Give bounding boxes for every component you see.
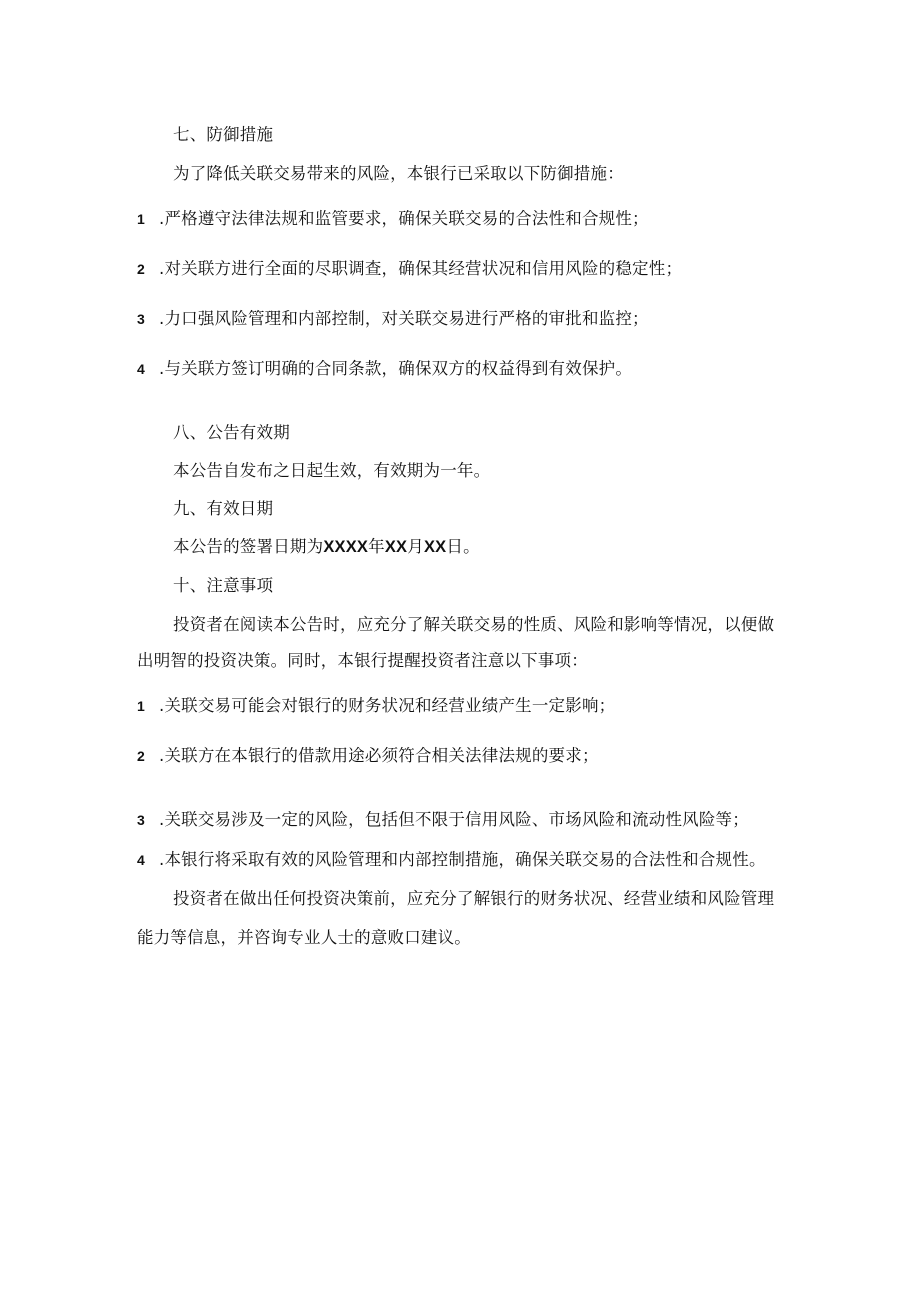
list-item-text: .对关联方进行全面的尽职调查，确保其经营状况和信用风险的稳定性；	[159, 259, 683, 278]
section-7-heading: 七、防御措施	[173, 125, 274, 144]
list-item-number: 2	[137, 748, 145, 764]
list-item-text: .关联方在本银行的借款用途必须符合相关法律法规的要求；	[159, 746, 599, 765]
list-item	[137, 694, 615, 718]
section-9-heading: 九、有效日期	[173, 499, 274, 518]
list-item-number: 3	[137, 311, 145, 327]
year-unit: 年	[368, 537, 385, 556]
list-item	[137, 357, 632, 381]
list-item-number: 4	[137, 361, 145, 377]
list-item-number: 1	[137, 698, 145, 714]
signing-day: XX	[423, 538, 447, 556]
list-item	[137, 307, 649, 331]
list-item-number: 2	[137, 261, 145, 277]
section-10-heading: 十、注意事项	[173, 576, 274, 595]
signing-month: XX	[384, 538, 408, 556]
list-item-text: .力口强风险管理和内部控制，对关联交易进行严格的审批和监控；	[159, 309, 649, 328]
month-unit: 月	[407, 537, 424, 556]
list-item-text: .关联交易涉及一定的风险，包括但不限于信用风险、市场风险和流动性风险等；	[159, 810, 749, 829]
closing-line-1: 投资者在做出任何投资决策前，应充分了解银行的财务状况、经营业绩和风险管理	[173, 889, 775, 908]
list-item-number: 3	[137, 812, 145, 828]
signing-year: XXXX	[323, 538, 369, 556]
signing-date-prefix: 本公告的签署日期为	[173, 537, 324, 556]
section-10-intro-line-1: 投资者在阅读本公告时，应充分了解关联交易的性质、风险和影响等情况，以便做	[173, 615, 775, 634]
closing-line-2: 能力等信息，并咨询专业人士的意败口建议。	[137, 928, 471, 947]
list-item-text: .本银行将采取有效的风险管理和内部控制措施，确保关联交易的合法性和合规性。	[159, 850, 766, 869]
list-item	[137, 257, 682, 281]
list-item	[137, 808, 749, 832]
section-8-heading: 八、公告有效期	[173, 423, 290, 442]
section-9-body	[173, 535, 480, 559]
section-7-intro: 为了降低关联交易带来的风险，本银行已采取以下防御措施：	[173, 164, 624, 183]
day-unit: 日。	[446, 537, 480, 556]
list-item-number: 4	[137, 852, 145, 868]
list-item	[137, 207, 649, 231]
list-item-text: .关联交易可能会对银行的财务状况和经营业绩产生一定影响；	[159, 696, 616, 715]
list-item-text: .与关联方签订明确的合同条款，确保双方的权益得到有效保护。	[159, 359, 633, 378]
section-8-body: 本公告自发布之日起生效，有效期为一年。	[173, 461, 491, 480]
list-item-text: .严格遵守法律法规和监管要求，确保关联交易的合法性和合规性；	[159, 209, 649, 228]
list-item	[137, 848, 766, 872]
section-10-intro-line-2: 出明智的投资决策。同时，本银行提醒投资者注意以下事项：	[137, 651, 588, 670]
list-item	[137, 744, 599, 768]
list-item-number: 1	[137, 211, 145, 227]
